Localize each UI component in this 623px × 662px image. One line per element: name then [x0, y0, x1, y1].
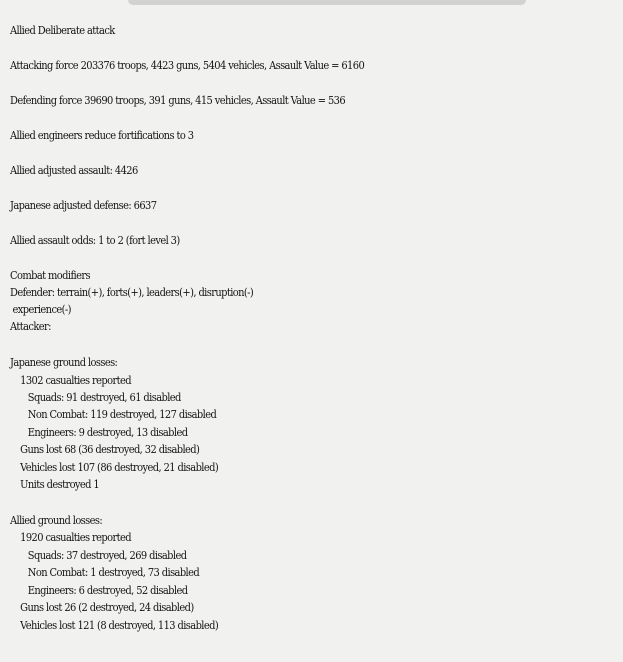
japanese-losses-heading: Japanese ground losses:	[10, 355, 118, 369]
japanese-units-destroyed: Units destroyed 1	[10, 477, 100, 491]
allied-vehicles-lost: Vehicles lost 121 (8 destroyed, 113 disabled)	[10, 618, 219, 632]
allied-guns-lost: Guns lost 26 (2 destroyed, 24 disabled)	[10, 600, 194, 614]
defending-force-line: Defending force 39690 troops, 391 guns, 415 vehicles, Assault Value = 536	[10, 93, 346, 107]
report-title: Allied Deliberate attack	[10, 23, 115, 37]
japanese-non-combat: Non Combat: 119 destroyed, 127 disabled	[10, 407, 217, 421]
assault-odds-line: Allied assault odds: 1 to 2 (fort level 3)	[10, 233, 180, 247]
japanese-squads: Squads: 91 destroyed, 61 disabled	[10, 390, 181, 404]
allied-casualties: 1920 casualties reported	[10, 530, 131, 544]
attacker-modifiers-line: Attacker:	[10, 319, 51, 333]
defender-modifiers-cont: experience(-)	[10, 302, 71, 316]
japanese-vehicles-lost: Vehicles lost 107 (86 destroyed, 21 disabled)	[10, 460, 219, 474]
japanese-casualties: 1302 casualties reported	[10, 373, 131, 387]
japanese-engineers: Engineers: 9 destroyed, 13 disabled	[10, 425, 188, 439]
adjusted-assault-line: Allied adjusted assault: 4426	[10, 163, 138, 177]
adjusted-defense-line: Japanese adjusted defense: 6637	[10, 198, 157, 212]
japanese-guns-lost: Guns lost 68 (36 destroyed, 32 disabled)	[10, 442, 200, 456]
combat-modifiers-heading: Combat modifiers	[10, 268, 90, 282]
window-top-tab	[128, 0, 526, 5]
allied-engineers: Engineers: 6 destroyed, 52 disabled	[10, 583, 188, 597]
combat-report-panel	[10, 20, 610, 652]
defender-modifiers-line: Defender: terrain(+), forts(+), leaders(+), disruption(-)	[10, 285, 254, 299]
allied-squads: Squads: 37 destroyed, 269 disabled	[10, 548, 187, 562]
allied-non-combat: Non Combat: 1 destroyed, 73 disabled	[10, 565, 200, 579]
allied-losses-heading: Allied ground losses:	[10, 513, 103, 527]
engineers-line: Allied engineers reduce fortifications to 3	[10, 128, 194, 142]
attacking-force-line: Attacking force 203376 troops, 4423 guns, 5404 vehicles, Assault Value = 6160	[10, 58, 365, 72]
